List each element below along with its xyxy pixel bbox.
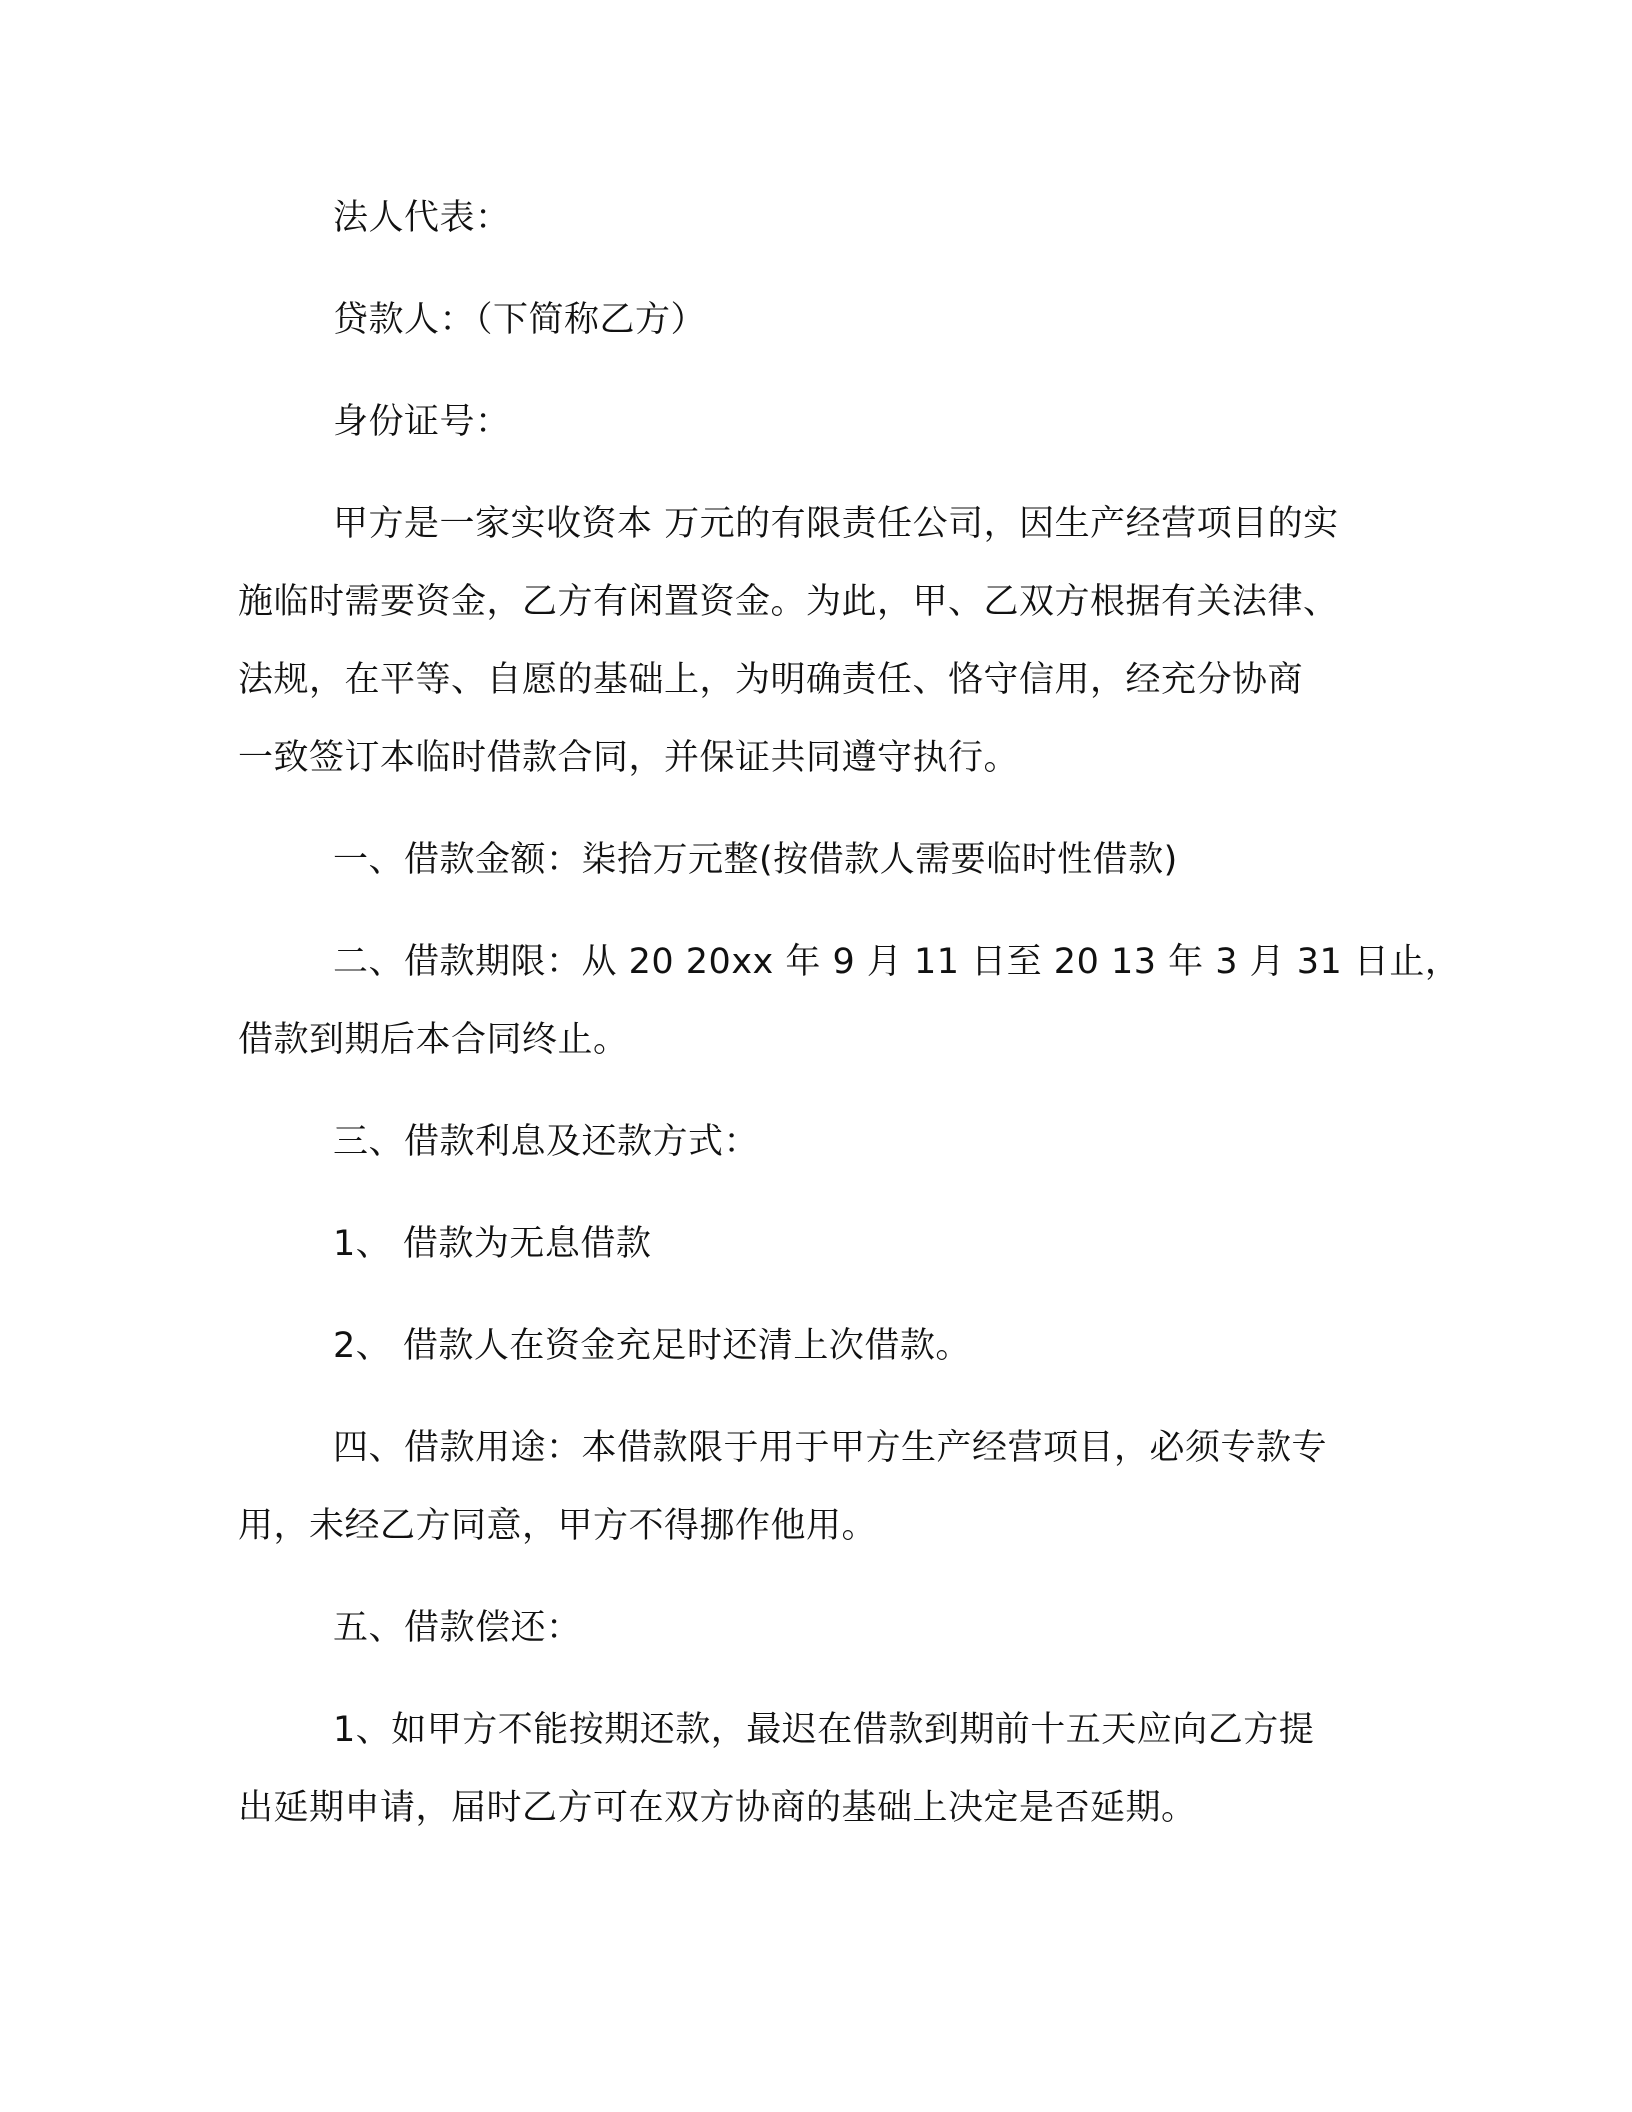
section-5-repayment-heading: 五、借款偿还： [333, 1608, 582, 1648]
section-4-purpose-line-2: 用，未经乙方同意，甲方不得挪作他用。 [238, 1506, 878, 1546]
section-2-loan-term-line-1: 二、借款期限：从 20 20xx 年 9 月 11 日至 20 13 年 3 月 31 日止， [333, 942, 1461, 982]
legal-representative-line: 法人代表： [333, 198, 511, 238]
intro-paragraph-line-2: 施临时需要资金，乙方有闲置资金。为此，甲、乙双方根据有关法律、 [238, 582, 1339, 622]
intro-paragraph-line-1: 甲方是一家实收资本 万元的有限责任公司，因生产经营项目的实 [333, 504, 1339, 544]
section-3-item-1: 1、 借款为无息借款 [333, 1224, 652, 1264]
intro-paragraph-line-4: 一致签订本临时借款合同，并保证共同遵守执行。 [238, 738, 1020, 778]
lender-line: 贷款人：（下简称乙方） [333, 300, 707, 340]
section-3-item-2: 2、 借款人在资金充足时还清上次借款。 [333, 1326, 971, 1366]
intro-paragraph-line-3: 法规，在平等、自愿的基础上，为明确责任、恪守信用，经充分协商 [238, 660, 1304, 700]
section-3-interest-heading: 三、借款利息及还款方式： [333, 1122, 760, 1162]
section-5-item-1-line-2: 出延期申请，届时乙方可在双方协商的基础上决定是否延期。 [238, 1788, 1197, 1828]
section-4-purpose-line-1: 四、借款用途：本借款限于用于甲方生产经营项目，必须专款专 [333, 1428, 1328, 1468]
id-number-line: 身份证号： [333, 402, 511, 442]
section-2-loan-term-line-2: 借款到期后本合同终止。 [238, 1020, 629, 1060]
section-5-item-1-line-1: 1、如甲方不能按期还款，最迟在借款到期前十五天应向乙方提 [333, 1710, 1315, 1750]
section-1-loan-amount: 一、借款金额：柒拾万元整(按借款人需要临时性借款) [333, 840, 1178, 880]
